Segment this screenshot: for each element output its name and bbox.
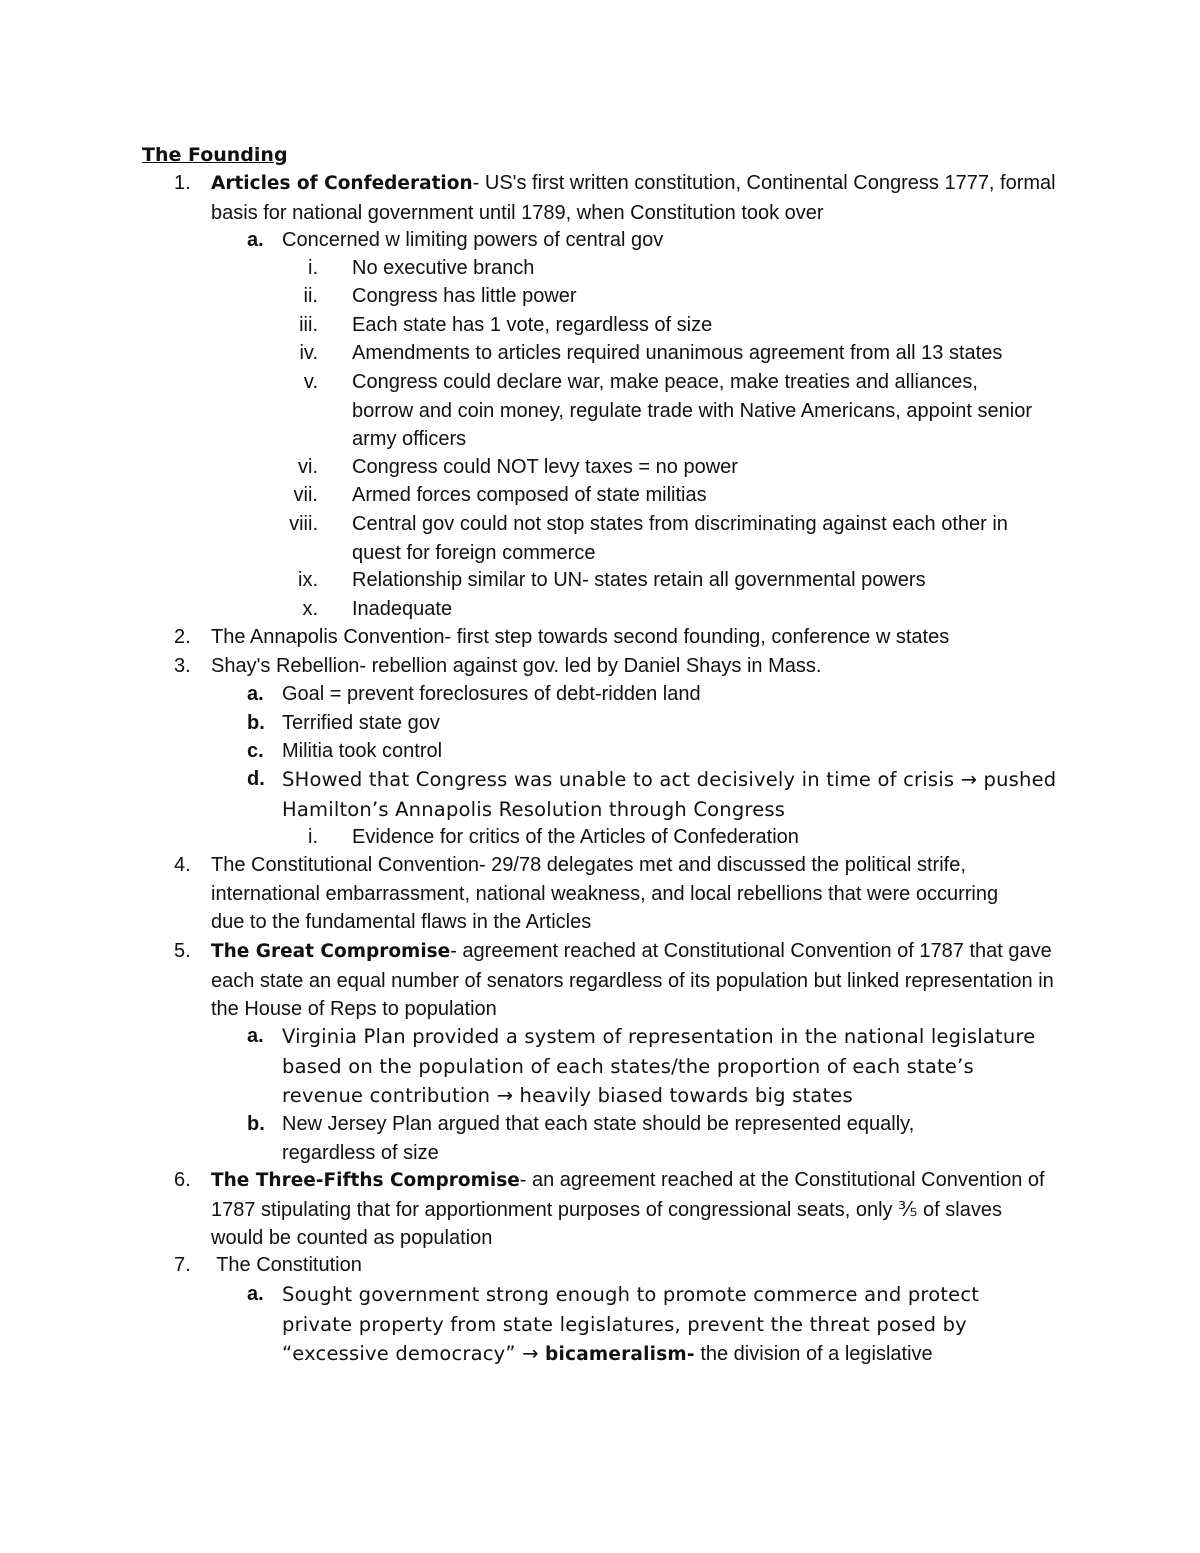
list-item-text: Congress could NOT levy taxes = no power [352, 456, 738, 478]
list-marker: 5. [174, 940, 191, 962]
list-marker: 6. [174, 1169, 191, 1191]
list-marker: 3. [174, 655, 191, 677]
page-title: The Founding [142, 144, 288, 166]
list-marker: i. [308, 826, 318, 848]
list-marker: i. [308, 257, 318, 279]
list-item-text: Shay's Rebellion- rebellion against gov. led by Daniel Shays in Mass. [211, 655, 822, 677]
list-marker: a. [247, 1283, 264, 1305]
list-item-text: New Jersey Plan argued that each state should be represented equally, regardless of size [282, 1113, 915, 1164]
list-marker: a. [247, 1025, 264, 1047]
list-item-text: Terrified state gov [282, 712, 440, 734]
list-item-text: Militia took control [282, 740, 443, 762]
list-marker: 4. [174, 854, 191, 876]
term-articles-of-confederation: Articles of Confederation [211, 173, 473, 194]
list-marker: 1. [174, 172, 191, 194]
term-great-compromise: The Great Compromise [211, 941, 451, 962]
list-marker: c. [247, 740, 264, 762]
list-marker: d. [247, 768, 265, 790]
list-item-text: The Great Compromise- agreement reached at Constitutional Convention of 1787 that gave each state an equal number of senators regardless of its population but linked representation in the House of Reps to population [211, 940, 1054, 1020]
list-item-text: Sought government strong enough to promote commerce and protect private property from state legislatures, prevent the threat posed by “excessive democracy” → bicameralism- the division of a legislative [282, 1283, 980, 1365]
list-item-text: Congress could declare war, make peace, make treaties and alliances, borrow and coin money, regulate trade with Native Americans, appoint senior army officers [352, 371, 1032, 450]
list-item-text: The Constitutional Convention- 29/78 delegates met and discussed the political strife, international embarrassment, national weakness, and local rebellions that were occurring due to the fundamental flaws in the Articles [211, 854, 999, 933]
list-item-text: Virginia Plan provided a system of representation in the national legislature based on the population of each states/the proportion of each state’s revenue contribution → heavily biased towards big states [282, 1025, 1036, 1107]
list-marker: v. [303, 371, 318, 393]
list-marker: ix. [298, 569, 318, 591]
list-item-text: Inadequate [352, 598, 453, 620]
list-item-text: Relationship similar to UN- states retain all governmental powers [352, 569, 926, 591]
list-marker: a. [247, 229, 264, 251]
list-item-text: Concerned w limiting powers of central gov [282, 229, 664, 251]
list-item-text: The Constitution [211, 1254, 362, 1276]
list-marker: vi. [298, 456, 318, 478]
list-marker: x. [302, 598, 318, 620]
list-marker: iv. [299, 342, 318, 364]
list-marker: viii. [289, 513, 318, 535]
list-item-text: Each state has 1 vote, regardless of size [352, 314, 713, 336]
list-item-text: SHowed that Congress was unable to act decisively in time of crisis → pushed Hamilton’s Annapolis Resolution through Congress [282, 768, 1057, 821]
list-item-text: Central gov could not stop states from discriminating against each other in quest for foreign commerce [352, 513, 1008, 564]
list-marker: b. [247, 712, 265, 734]
list-marker: iii. [299, 314, 318, 336]
list-marker: vii. [293, 484, 318, 506]
list-marker: ii. [303, 285, 318, 307]
list-marker: a. [247, 683, 264, 705]
list-item-text: The Three-Fifths Compromise- an agreement reached at the Constitutional Convention of 1787 stipulating that for apportionment purposes of congressional seats, only ⅗ of slaves would be counted as population [211, 1169, 1045, 1249]
list-item-text: Amendments to articles required unanimous agreement from all 13 states [352, 342, 1003, 364]
list-item-text: Evidence for critics of the Articles of Confederation [352, 826, 799, 848]
list-marker: 2. [174, 626, 191, 648]
list-item-text: Congress has little power [352, 285, 577, 307]
list-item-text: Armed forces composed of state militias [352, 484, 707, 506]
term-three-fifths-compromise: The Three-Fifths Compromise [211, 1170, 520, 1191]
list-item-text: The Annapolis Convention- first step towards second founding, conference w states [211, 626, 950, 648]
list-item-text: Articles of Confederation- US's first written constitution, Continental Congress 1777, formal basis for national government until 1789, when Constitution took over [211, 172, 1056, 224]
list-item-text: Goal = prevent foreclosures of debt-ridden land [282, 683, 701, 705]
list-marker: b. [247, 1113, 265, 1135]
list-marker: 7. [174, 1254, 191, 1276]
list-item-text: No executive branch [352, 257, 535, 279]
term-bicameralism: bicameralism- [545, 1344, 695, 1365]
